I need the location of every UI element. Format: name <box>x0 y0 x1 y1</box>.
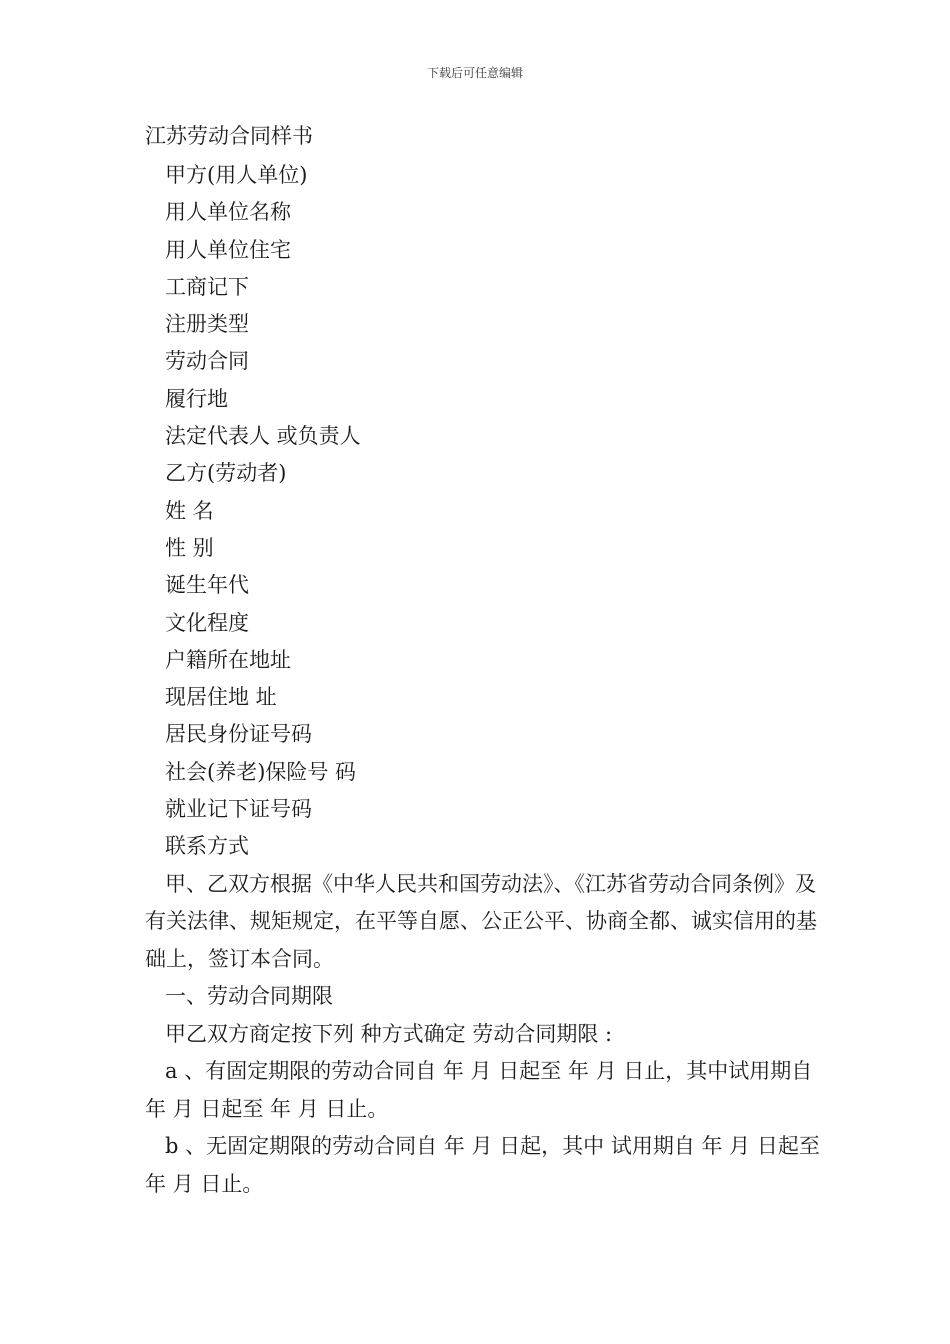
section-1-lead: 甲乙双方商定按下列 种方式确定 劳动合同期限 : <box>165 1021 613 1046</box>
field-birth-date: 诞生年代 <box>165 573 249 598</box>
field-labor-contract: 劳动合同 <box>165 349 249 374</box>
party-fields-list <box>145 157 825 866</box>
field-household-address: 户籍所在地址 <box>165 647 291 672</box>
field-contact: 联系方式 <box>165 834 249 859</box>
field-employer-name: 用人单位名称 <box>165 200 291 225</box>
field-id-number: 居民身份证号码 <box>165 722 312 747</box>
field-legal-representative: 法定代表人 或负责人 <box>165 424 361 449</box>
page-header-note: 下载后可任意编辑 <box>426 66 523 80</box>
field-performance-place: 履行地 <box>165 386 228 411</box>
document-body <box>145 120 825 1203</box>
intro-paragraph: 甲、乙双方根据《中华人民共和国劳动法》、《江苏省劳动合同条例》及有关法律、规矩规定，在平等自愿、公正公平、协商全都、诚实信用的基础上，签订本合同。 <box>145 871 817 971</box>
field-party-b: 乙方(劳动者) <box>165 461 287 486</box>
field-social-insurance-number: 社会(养老)保险号 码 <box>165 759 357 784</box>
document-title: 江苏劳动合同样书 <box>145 124 313 148</box>
section-1-heading: 一、劳动合同期限 <box>165 984 333 1009</box>
field-registration-type: 注册类型 <box>165 312 249 337</box>
option-b-paragraph: b 、无固定期限的劳动合同自 年 月 日起，其中 试用期自 年 月 日起至年 月 日止。 <box>145 1134 820 1196</box>
field-employment-registration-number: 就业记下证号码 <box>165 797 312 822</box>
field-business-registration: 工商记下 <box>165 274 249 299</box>
field-employer-address: 用人单位住宅 <box>165 237 291 262</box>
field-party-a: 甲方(用人单位) <box>165 163 308 187</box>
field-name: 姓 名 <box>165 498 214 523</box>
option-a-paragraph: a 、有固定期限的劳动合同自 年 月 日起至 年 月 日止，其中试用期自年 月 日起至 年 月 日止。 <box>145 1059 813 1121</box>
field-education: 文化程度 <box>165 610 249 635</box>
field-gender: 性 别 <box>165 535 214 560</box>
field-current-address: 现居住地 址 <box>165 685 277 710</box>
